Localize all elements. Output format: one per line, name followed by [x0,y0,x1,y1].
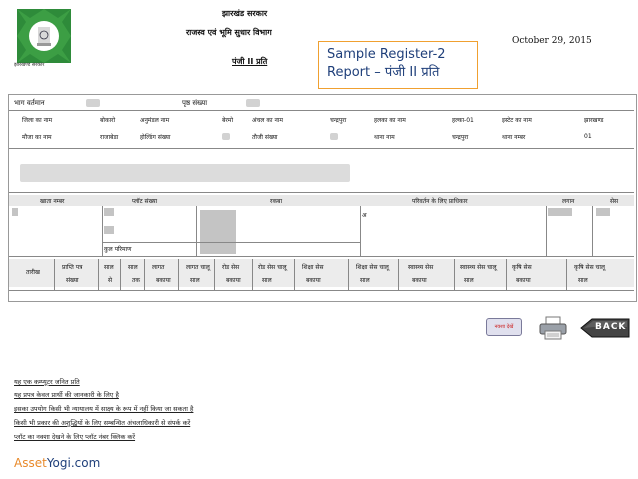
circle-label: अंचल का नाम [252,117,283,124]
table1-column-rule [546,206,547,256]
col-change-authority: परिवर्तन के लिए प्राधिकार [412,198,468,205]
table2-column-rule [54,259,55,290]
table2-header-line1: रोड सेस [222,264,240,271]
col-cess: सेस [610,198,619,205]
page-number-label: पृष्ठ संख्या [182,99,208,107]
col-area: रकबा [270,198,283,205]
thana-label: थाना नाम [374,134,395,141]
divider [102,242,360,243]
blurred-value [222,133,230,140]
table2-column-rule [398,259,399,290]
table1-column-rule [592,206,593,256]
table2-column-rule [252,259,253,290]
col-khata-number: खाता नम्बर [40,198,65,205]
table2-header-line1: स्वास्थ्य सेस चालू [460,264,497,271]
view-map-button[interactable]: नक्शा देखें [486,318,522,336]
table2-header-line1: शिक्षा सेस [302,264,324,271]
note-contact-officer: किसी भी प्रकार की अशुद्धियों के लिए सम्बन्धित अंचलाधिकारी से संपर्क करें [14,419,191,427]
table2-header-line1: साल [128,264,138,271]
table2-header-line2: से [108,277,113,284]
divider [9,290,634,291]
divider [9,192,634,193]
table2-header-line1: लागत चालू [186,264,210,271]
assetyogi-brand [14,456,100,470]
table2-header-line1: साल [104,264,114,271]
table2-header-line2: साल [190,277,200,284]
table2-header-line2: साल [360,277,370,284]
table2-column-rule [98,259,99,290]
halka-label: हलका का नाम [374,117,406,124]
jharkhand-emblem-logo [16,8,72,64]
mauja-label: मौजा का नाम [22,134,52,141]
table2-column-rule [294,259,295,290]
print-button[interactable] [538,316,568,340]
table2-header-line1: शिक्षा सेस चालू [356,264,389,271]
holding-label: होल्डिंग संख्या [140,134,171,141]
table2-column-rule [566,259,567,290]
divider [9,148,634,149]
blurred-value [330,133,338,140]
blurred-cess [596,208,610,216]
table2-header-line1: लागत [152,264,165,271]
table2-column-rule [506,259,507,290]
mauja-value: राजाबेडा [100,134,119,141]
blurred-rent [548,208,572,216]
note-computer-generated: यह एक कम्प्यूटर जनित प्रति [14,378,80,386]
table2-column-rule [348,259,349,290]
blurred-owner-details [20,164,350,182]
total-area-label: कुल परिमाण [104,246,132,253]
printer-icon [538,316,568,340]
table2-column-rule [120,259,121,290]
district-label: जिला का नाम [22,117,53,124]
divider [9,256,634,257]
table2-column-rule [214,259,215,290]
table2-header-line1: कृषि सेस चालू [574,264,605,271]
blurred-khata [12,208,18,216]
col-plot-number: प्लॉट संख्या [132,198,158,205]
report-date: October 29, 2015 [512,36,592,46]
department-name: राजस्व एवं भूमि सुधार विभाग [186,28,272,37]
table2-column-rule [144,259,145,290]
blurred-plot [104,208,114,216]
blurred-value [86,99,100,107]
circle-value: चन्द्रपुरा [330,117,347,124]
bhag-label: भाग वर्तमान [14,99,45,107]
register-title: पंजी II प्रति [232,57,268,66]
table2-header-line1: प्राप्ति पत्र [62,264,83,271]
table2-header-line1: कृषि सेस [512,264,532,271]
col-rent: लगान [562,198,575,205]
table1-column-rule [360,206,361,256]
estate-label: इस्टेट का नाम [502,117,532,124]
table2-header-line2: तक [132,277,141,284]
note-information-only: यह प्रपत्र केवल प्रार्थी की जानकारी के लिए है [14,391,119,399]
district-value: बोकारो [100,117,116,124]
thana-number-value: 01 [584,133,592,140]
back-button-label: BACK [595,322,627,332]
note-not-evidence: इसका उपयोग किसी भी न्यायालय में साक्ष्य के रूप में नहीं किया जा सकता है [14,405,194,413]
blurred-plot [104,226,114,234]
sample-register-callout [318,41,478,89]
table2-header-line2: साल [262,277,272,284]
blurred-value [246,99,260,107]
brand-yogi: Yogi.com [46,456,101,470]
table2-header-line2: बकाया [516,277,531,284]
table2-header-line1: तारीख [26,269,40,276]
table2-header-line2: बकाया [412,277,427,284]
table1-header-band [9,195,634,206]
table1-column-rule [102,206,103,256]
blurred-area [200,210,236,254]
subdivision-label: अनुमंडल नाम [140,117,170,124]
table2-header-line2: संख्या [66,277,79,284]
callout-line-2: Report – पंजी II प्रति [327,65,440,80]
tauji-label: तौजी संख्या [252,134,278,141]
table2-header-line2: साल [578,277,588,284]
table2-column-rule [454,259,455,290]
table2-header-line2: बकाया [156,277,171,284]
authority-cell-text: अ [362,212,367,219]
halka-value: हल्का-01 [452,117,474,124]
government-name: झारखंड सरकार [222,9,268,18]
back-button[interactable] [580,318,630,338]
table2-column-rule [178,259,179,290]
table1-column-rule [196,206,197,256]
estate-value: झारखण्ड [584,117,604,124]
table2-header-line2: बकाया [306,277,321,284]
logo-caption: झारखण्ड सरकार [14,62,45,68]
subdivision-value: बेरमो [222,117,234,124]
divider [9,110,634,111]
callout-line-1: Sample Register-2 [327,47,446,62]
thana-number-label: थाना नम्बर [502,134,526,141]
note-click-plot-number: प्लॉट का नक्शा देखने के लिए प्लॉट नंबर क्लिक करें [14,433,136,441]
table2-header-line2: साल [464,277,474,284]
table2-header-line1: स्वास्थ्य सेस [408,264,434,271]
table2-header-line1: रोड सेस चालू [258,264,287,271]
thana-value: चन्द्रपुरा [452,134,469,141]
brand-asset: Asset [14,456,47,470]
table2-header-line2: बकाया [226,277,241,284]
